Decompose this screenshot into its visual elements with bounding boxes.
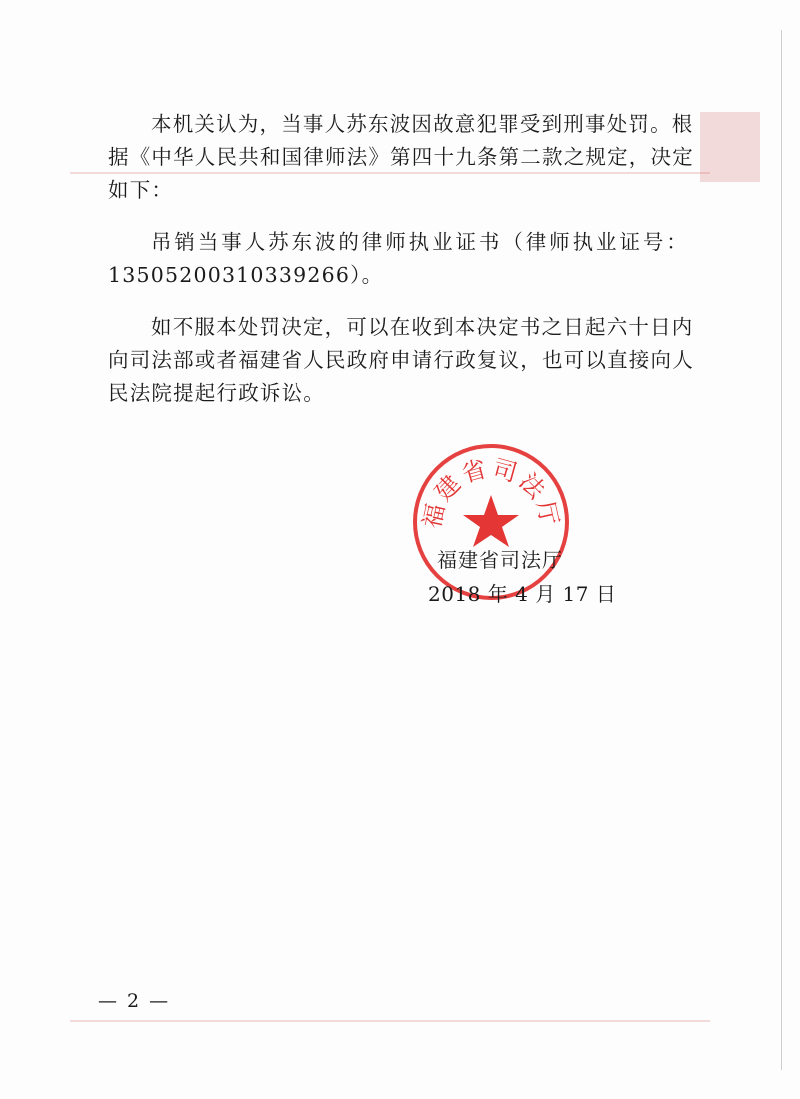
scan-edge [781,30,782,1070]
seal-text: 福建省司法厅 [417,454,565,531]
text-line: 民法院提起行政诉讼。 [108,381,325,405]
text-line: 向司法部或者福建省人民政府申请行政复议，也可以直接向人 [108,348,694,372]
text-line: 本机关认为，当事人苏东波因故意犯罪受到刑事处罚。根 [151,112,694,136]
paragraph-decision-basis [108,108,694,207]
text-line: 据《中华人民共和国律师法》第四十九条第二款之规定，决定 [108,145,694,169]
paragraph-appeal-rights [108,311,694,410]
signature-date: 2018 年 4 月 17 日 [428,582,617,606]
text-line: 13505200310339266）。 [108,263,384,287]
text-line: 吊销当事人苏东波的律师执业证书（律师执业证号： [151,230,688,254]
paragraph-penalty [108,226,688,292]
signature-organization: 福建省司法厅 [437,548,563,572]
scan-bleed-line-bottom [70,1020,710,1022]
text-line: 如不服本处罚决定，可以在收到本决定书之日起六十日内 [151,315,694,339]
page-number: — 2 — [98,990,171,1012]
text-line: 如下： [108,178,174,202]
